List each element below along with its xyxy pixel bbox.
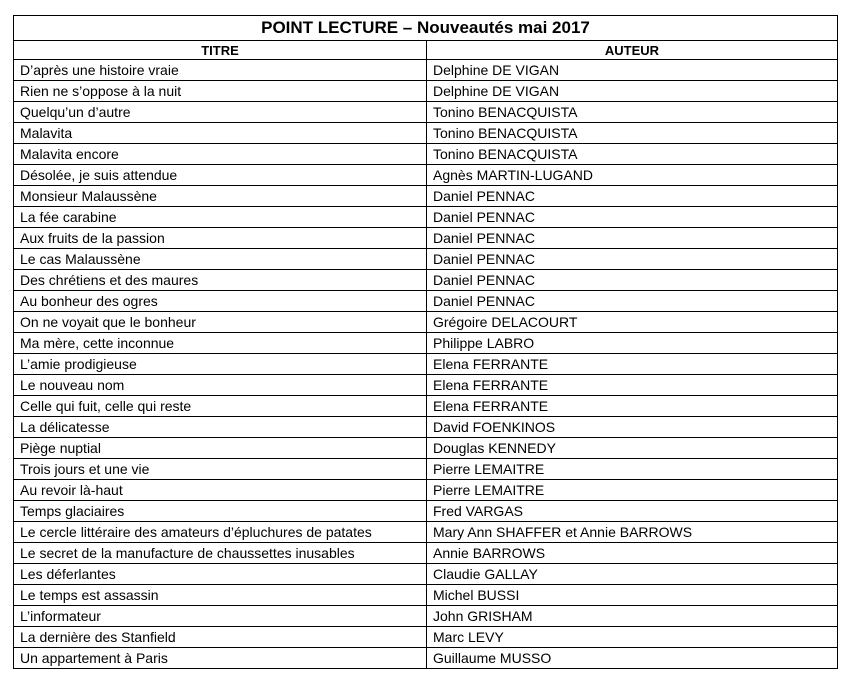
cell-auteur: Daniel PENNAC <box>427 207 838 228</box>
cell-auteur: Marc LEVY <box>427 627 838 648</box>
table-row <box>14 312 838 333</box>
cell-auteur: Daniel PENNAC <box>427 249 838 270</box>
cell-auteur: Daniel PENNAC <box>427 186 838 207</box>
table-row <box>14 186 838 207</box>
cell-auteur: Daniel PENNAC <box>427 270 838 291</box>
cell-auteur: Delphine DE VIGAN <box>427 81 838 102</box>
cell-titre: Le nouveau nom <box>14 375 427 396</box>
cell-auteur: Mary Ann SHAFFER et Annie BARROWS <box>427 522 838 543</box>
cell-titre: Malavita <box>14 123 427 144</box>
cell-titre: L’amie prodigieuse <box>14 354 427 375</box>
cell-titre: Des chrétiens et des maures <box>14 270 427 291</box>
cell-auteur: Guillaume MUSSO <box>427 648 838 669</box>
cell-titre: Au revoir là-haut <box>14 480 427 501</box>
header-row <box>14 41 838 60</box>
cell-auteur: Daniel PENNAC <box>427 228 838 249</box>
table-row <box>14 375 838 396</box>
table-row <box>14 648 838 669</box>
cell-titre: Piège nuptial <box>14 438 427 459</box>
page-title: POINT LECTURE – Nouveautés mai 2017 <box>14 16 838 41</box>
cell-titre: Ma mère, cette inconnue <box>14 333 427 354</box>
table-body <box>14 16 838 669</box>
cell-auteur: Grégoire DELACOURT <box>427 312 838 333</box>
cell-titre: La dernière des Stanfield <box>14 627 427 648</box>
table-row <box>14 522 838 543</box>
table-row <box>14 333 838 354</box>
cell-titre: Désolée, je suis attendue <box>14 165 427 186</box>
cell-auteur: Daniel PENNAC <box>427 291 838 312</box>
cell-titre: Le cercle littéraire des amateurs d’épluchures de patates <box>14 522 427 543</box>
cell-titre: Malavita encore <box>14 144 427 165</box>
cell-titre: D’après une histoire vraie <box>14 60 427 81</box>
table-row <box>14 396 838 417</box>
cell-auteur: Pierre LEMAITRE <box>427 480 838 501</box>
table-row <box>14 144 838 165</box>
cell-titre: La fée carabine <box>14 207 427 228</box>
table-row <box>14 165 838 186</box>
cell-auteur: Tonino BENACQUISTA <box>427 144 838 165</box>
table-row <box>14 102 838 123</box>
cell-auteur: Annie BARROWS <box>427 543 838 564</box>
table-row <box>14 480 838 501</box>
cell-titre: On ne voyait que le bonheur <box>14 312 427 333</box>
cell-titre: Le cas Malaussène <box>14 249 427 270</box>
cell-titre: Un appartement à Paris <box>14 648 427 669</box>
cell-titre: Trois jours et une vie <box>14 459 427 480</box>
table-row <box>14 585 838 606</box>
table-row <box>14 291 838 312</box>
cell-auteur: Fred VARGAS <box>427 501 838 522</box>
cell-auteur: Claudie GALLAY <box>427 564 838 585</box>
table-row <box>14 543 838 564</box>
column-header-titre: TITRE <box>14 41 427 60</box>
title-row <box>14 16 838 41</box>
cell-auteur: Delphine DE VIGAN <box>427 60 838 81</box>
cell-auteur: Douglas KENNEDY <box>427 438 838 459</box>
cell-auteur: Tonino BENACQUISTA <box>427 123 838 144</box>
column-header-auteur: AUTEUR <box>427 41 838 60</box>
cell-auteur: Michel BUSSI <box>427 585 838 606</box>
cell-auteur: Elena FERRANTE <box>427 354 838 375</box>
cell-auteur: Elena FERRANTE <box>427 396 838 417</box>
table-row <box>14 501 838 522</box>
cell-titre: Quelqu’un d’autre <box>14 102 427 123</box>
table-row <box>14 354 838 375</box>
cell-titre: Temps glaciaires <box>14 501 427 522</box>
cell-titre: La délicatesse <box>14 417 427 438</box>
cell-auteur: Elena FERRANTE <box>427 375 838 396</box>
table-row <box>14 249 838 270</box>
table-row <box>14 228 838 249</box>
table-row <box>14 207 838 228</box>
cell-titre: Le secret de la manufacture de chaussettes inusables <box>14 543 427 564</box>
table-row <box>14 564 838 585</box>
cell-titre: Monsieur Malaussène <box>14 186 427 207</box>
table-row <box>14 627 838 648</box>
table-row <box>14 459 838 480</box>
table-row <box>14 606 838 627</box>
cell-auteur: Agnès MARTIN-LUGAND <box>427 165 838 186</box>
table-row <box>14 81 838 102</box>
table-row <box>14 417 838 438</box>
cell-titre: Le temps est assassin <box>14 585 427 606</box>
cell-auteur: Philippe LABRO <box>427 333 838 354</box>
cell-auteur: David FOENKINOS <box>427 417 838 438</box>
cell-auteur: John GRISHAM <box>427 606 838 627</box>
cell-titre: Aux fruits de la passion <box>14 228 427 249</box>
cell-auteur: Tonino BENACQUISTA <box>427 102 838 123</box>
book-list-table <box>13 15 838 669</box>
cell-titre: Celle qui fuit, celle qui reste <box>14 396 427 417</box>
table-row <box>14 123 838 144</box>
cell-titre: Rien ne s’oppose à la nuit <box>14 81 427 102</box>
table-row <box>14 60 838 81</box>
table-row <box>14 270 838 291</box>
cell-auteur: Pierre LEMAITRE <box>427 459 838 480</box>
cell-titre: L’informateur <box>14 606 427 627</box>
cell-titre: Au bonheur des ogres <box>14 291 427 312</box>
table-row <box>14 438 838 459</box>
cell-titre: Les déferlantes <box>14 564 427 585</box>
